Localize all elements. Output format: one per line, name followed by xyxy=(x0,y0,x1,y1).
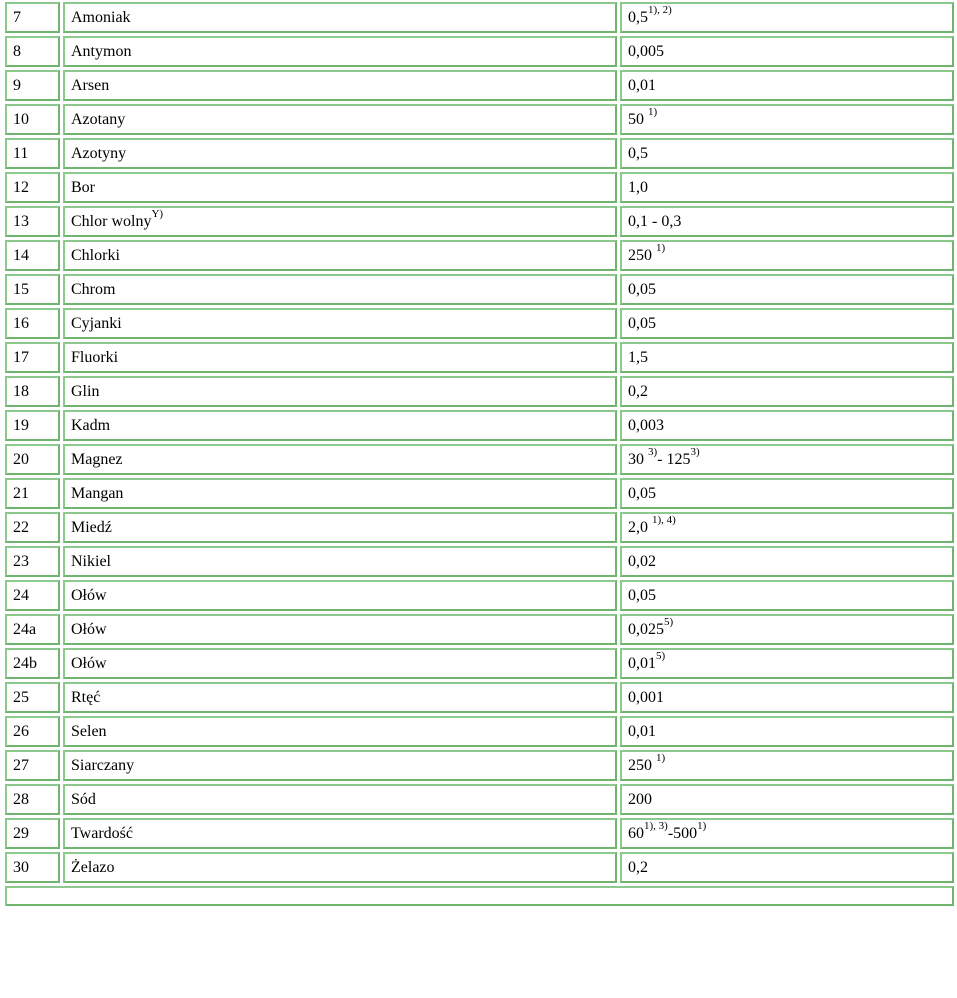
row-number-cell: 24 xyxy=(5,580,60,611)
parameters-table-body xyxy=(5,2,954,906)
row-number-cell: 30 xyxy=(5,852,60,883)
table-row xyxy=(5,716,954,747)
table-row xyxy=(5,206,954,237)
parameter-name-cell xyxy=(63,614,617,645)
row-number-cell: 18 xyxy=(5,376,60,407)
row-number-cell: 8 xyxy=(5,36,60,67)
row-number-cell: 24b xyxy=(5,648,60,679)
parameter-name-cell xyxy=(63,784,617,815)
parameter-value-cell xyxy=(620,104,954,135)
row-number-cell: 14 xyxy=(5,240,60,271)
parameter-name: Sód xyxy=(71,790,96,808)
parameter-name-cell xyxy=(63,410,617,441)
parameter-name: Fluorki xyxy=(71,348,119,366)
row-number-cell: 22 xyxy=(5,512,60,543)
parameter-value-cell xyxy=(620,342,954,373)
parameter-name: Arsen xyxy=(71,76,110,94)
value-text: 0,005 xyxy=(628,42,664,60)
value-text: 250 xyxy=(628,756,656,774)
parameter-name-cell xyxy=(63,138,617,169)
parameter-name-cell xyxy=(63,512,617,543)
table-row xyxy=(5,342,954,373)
value-text: 0,01 xyxy=(628,722,656,740)
parameter-name: Ołów xyxy=(71,586,107,604)
parameter-value-cell xyxy=(620,852,954,883)
table-row xyxy=(5,376,954,407)
parameter-name: Miedź xyxy=(71,518,112,536)
parameter-name-cell xyxy=(63,682,617,713)
parameter-value-cell xyxy=(620,478,954,509)
parameter-value-cell xyxy=(620,580,954,611)
row-number-cell: 12 xyxy=(5,172,60,203)
footnote-marker: 1) xyxy=(648,106,658,119)
value-text: 2,0 xyxy=(628,518,652,536)
value-text: 0,2 xyxy=(628,382,648,400)
row-number-cell: 17 xyxy=(5,342,60,373)
parameter-name: Bor xyxy=(71,178,95,196)
parameter-name-cell xyxy=(63,818,617,849)
parameter-name-cell xyxy=(63,750,617,781)
value-text: -500 xyxy=(667,824,698,842)
table-row xyxy=(5,512,954,543)
value-text: 1,5 xyxy=(628,348,648,366)
row-number-cell: 21 xyxy=(5,478,60,509)
value-text: - 125 xyxy=(657,450,691,468)
value-text: 0,05 xyxy=(628,586,656,604)
value-text: 0,05 xyxy=(628,314,656,332)
parameters-table xyxy=(2,0,954,909)
footnote-marker: 3) xyxy=(648,446,658,459)
parameter-name-cell xyxy=(63,852,617,883)
table-row xyxy=(5,852,954,883)
table-row xyxy=(5,172,954,203)
parameter-name-cell xyxy=(63,206,617,237)
parameter-value-cell xyxy=(620,512,954,543)
parameter-name: Chrom xyxy=(71,280,116,298)
parameter-name-cell xyxy=(63,172,617,203)
parameter-value-cell xyxy=(620,614,954,645)
parameter-name-cell xyxy=(63,376,617,407)
parameter-value-cell xyxy=(620,2,954,33)
parameter-name: Siarczany xyxy=(71,756,135,774)
table-row xyxy=(5,648,954,679)
table-row xyxy=(5,240,954,271)
parameter-name: Azotyny xyxy=(71,144,127,162)
parameter-value-cell xyxy=(620,308,954,339)
parameter-value-cell xyxy=(620,648,954,679)
value-text: 0,025 xyxy=(628,620,664,638)
value-text: 0,5 xyxy=(628,144,648,162)
value-text: 0,02 xyxy=(628,552,656,570)
table-row xyxy=(5,138,954,169)
footnote-marker: 1), 2) xyxy=(648,4,672,17)
parameter-name: Nikiel xyxy=(71,552,111,570)
parameter-name: Ołów xyxy=(71,654,107,672)
table-row xyxy=(5,410,954,441)
footnote-marker: 1), 3) xyxy=(644,820,668,833)
footnote-marker: 1), 4) xyxy=(652,514,676,527)
value-text: 30 xyxy=(628,450,648,468)
row-number-cell: 15 xyxy=(5,274,60,305)
row-number-cell: 29 xyxy=(5,818,60,849)
value-text: 0,05 xyxy=(628,484,656,502)
table-row xyxy=(5,70,954,101)
table-row-cutoff xyxy=(5,886,954,906)
row-number-cell: 20 xyxy=(5,444,60,475)
value-text: 0,1 - 0,3 xyxy=(628,212,682,230)
parameter-name-cell xyxy=(63,308,617,339)
parameter-name: Ołów xyxy=(71,620,107,638)
table-row xyxy=(5,818,954,849)
parameter-name: Żelazo xyxy=(71,858,115,876)
parameter-name: Glin xyxy=(71,382,100,400)
row-number-cell: 28 xyxy=(5,784,60,815)
parameter-name-cell xyxy=(63,648,617,679)
row-number-cell: 13 xyxy=(5,206,60,237)
parameter-value-cell xyxy=(620,682,954,713)
table-row xyxy=(5,614,954,645)
table-row xyxy=(5,308,954,339)
table-row xyxy=(5,104,954,135)
parameter-name: Kadm xyxy=(71,416,111,434)
footnote-marker: 1) xyxy=(697,820,707,833)
parameter-value-cell xyxy=(620,138,954,169)
row-number-cell: 10 xyxy=(5,104,60,135)
parameter-name-cell xyxy=(63,342,617,373)
parameter-name: Twardość xyxy=(71,824,133,842)
table-row xyxy=(5,2,954,33)
parameter-name: Selen xyxy=(71,722,107,740)
parameter-value-cell xyxy=(620,818,954,849)
row-number-cell: 25 xyxy=(5,682,60,713)
row-number-cell: 24a xyxy=(5,614,60,645)
value-text: 0,2 xyxy=(628,858,648,876)
footnote-marker: 5) xyxy=(664,616,674,629)
parameter-value-cell xyxy=(620,750,954,781)
parameter-value-cell xyxy=(620,410,954,441)
parameter-name: Rtęć xyxy=(71,688,101,706)
table-row xyxy=(5,580,954,611)
parameter-value-cell xyxy=(620,274,954,305)
parameter-value-cell xyxy=(620,70,954,101)
cutoff-cell xyxy=(5,886,954,906)
parameter-name: Azotany xyxy=(71,110,126,128)
value-text: 0,003 xyxy=(628,416,664,434)
value-text: 0,01 xyxy=(628,654,656,672)
parameter-name-cell xyxy=(63,546,617,577)
row-number-cell: 16 xyxy=(5,308,60,339)
footnote-marker: Y) xyxy=(151,208,164,221)
row-number-cell: 27 xyxy=(5,750,60,781)
parameter-value-cell xyxy=(620,444,954,475)
footnote-marker: 1) xyxy=(656,752,666,765)
parameter-value-cell xyxy=(620,784,954,815)
table-row xyxy=(5,546,954,577)
parameter-name-cell xyxy=(63,716,617,747)
row-number-cell: 9 xyxy=(5,70,60,101)
table-row xyxy=(5,682,954,713)
parameter-value-cell xyxy=(620,206,954,237)
table-row xyxy=(5,444,954,475)
footnote-marker: 1) xyxy=(656,242,666,255)
parameter-name: Chlorki xyxy=(71,246,120,264)
parameter-name: Amoniak xyxy=(71,8,131,26)
parameter-name: Magnez xyxy=(71,450,123,468)
table-row xyxy=(5,784,954,815)
parameter-name-cell xyxy=(63,478,617,509)
parameter-value-cell xyxy=(620,546,954,577)
value-text: 0,01 xyxy=(628,76,656,94)
footnote-marker: 3) xyxy=(690,446,700,459)
value-text: 200 xyxy=(628,790,652,808)
parameter-value-cell xyxy=(620,240,954,271)
table-row xyxy=(5,750,954,781)
parameter-name-cell xyxy=(63,36,617,67)
parameter-value-cell xyxy=(620,376,954,407)
parameter-value-cell xyxy=(620,716,954,747)
value-text: 60 xyxy=(628,824,644,842)
parameter-name-cell xyxy=(63,580,617,611)
parameter-name-cell xyxy=(63,274,617,305)
value-text: 1,0 xyxy=(628,178,648,196)
parameter-name: Cyjanki xyxy=(71,314,122,332)
row-number-cell: 26 xyxy=(5,716,60,747)
value-text: 0,001 xyxy=(628,688,664,706)
table-row xyxy=(5,478,954,509)
parameters-table-wrapper xyxy=(2,0,954,998)
parameter-name-cell xyxy=(63,240,617,271)
row-number-cell: 11 xyxy=(5,138,60,169)
value-text: 50 xyxy=(628,110,648,128)
table-row xyxy=(5,36,954,67)
row-number-cell: 7 xyxy=(5,2,60,33)
row-number-cell: 23 xyxy=(5,546,60,577)
row-number-cell: 19 xyxy=(5,410,60,441)
value-text: 0,5 xyxy=(628,8,648,26)
parameter-name-cell xyxy=(63,104,617,135)
parameter-name-cell xyxy=(63,70,617,101)
value-text: 0,05 xyxy=(628,280,656,298)
value-text: 250 xyxy=(628,246,656,264)
parameter-value-cell xyxy=(620,172,954,203)
table-row xyxy=(5,274,954,305)
parameter-name-cell xyxy=(63,2,617,33)
parameter-name: Chlor wolny xyxy=(71,212,152,230)
parameter-name-cell xyxy=(63,444,617,475)
parameter-name: Antymon xyxy=(71,42,132,60)
footnote-marker: 5) xyxy=(656,650,666,663)
parameter-value-cell xyxy=(620,36,954,67)
parameter-name: Mangan xyxy=(71,484,124,502)
